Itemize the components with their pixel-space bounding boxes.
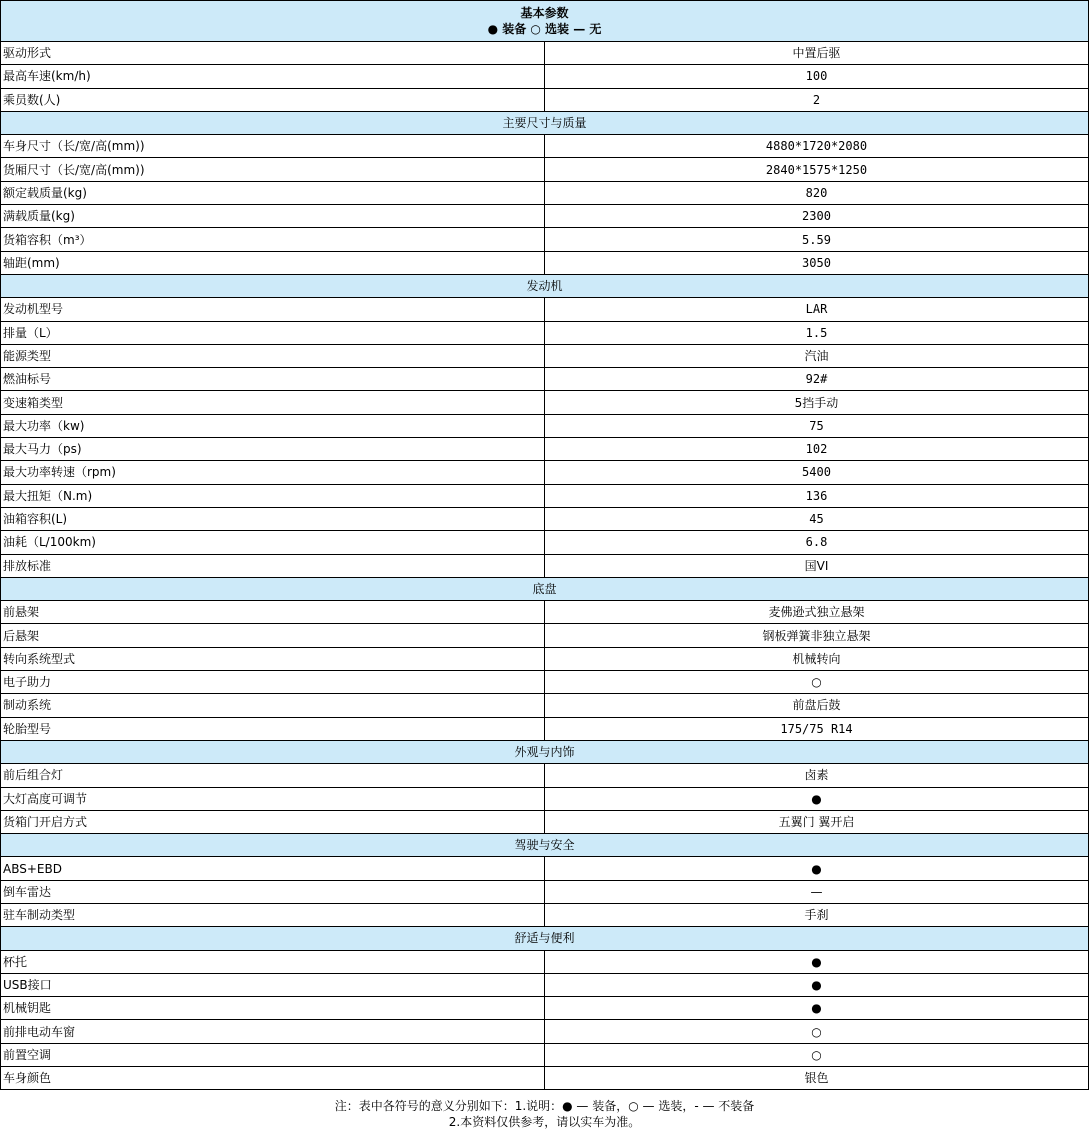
spec-value: ● xyxy=(545,997,1089,1020)
table-row xyxy=(1,1020,1089,1043)
table-row xyxy=(1,624,1089,647)
spec-label: 最大扭矩（N.m) xyxy=(1,484,545,507)
spec-value: ○ xyxy=(545,671,1089,694)
table-row xyxy=(1,717,1089,740)
footnote-line-2: 2.本资料仅供参考，请以实车为准。 xyxy=(448,1115,641,1129)
table-title-row xyxy=(1,1,1089,42)
table-row xyxy=(1,647,1089,670)
table-row xyxy=(1,1067,1089,1090)
table-row xyxy=(1,344,1089,367)
section-title: 发动机 xyxy=(1,274,1089,297)
spec-label: 驱动形式 xyxy=(1,42,545,65)
spec-label: 前后组合灯 xyxy=(1,764,545,787)
spec-value: 银色 xyxy=(545,1067,1089,1090)
footnote-line-1: 注：表中各符号的意义分别如下：1.说明：● — 装备，○ — 选装，- — 不装备 xyxy=(334,1099,755,1113)
spec-label: 转向系统型式 xyxy=(1,647,545,670)
spec-value: 5挡手动 xyxy=(545,391,1089,414)
spec-value: 102 xyxy=(545,438,1089,461)
spec-value: 820 xyxy=(545,181,1089,204)
spec-label: USB接口 xyxy=(1,973,545,996)
table-row xyxy=(1,42,1089,65)
table-row xyxy=(1,694,1089,717)
spec-value: 五翼门 翼开启 xyxy=(545,810,1089,833)
spec-value: 麦佛逊式独立悬架 xyxy=(545,601,1089,624)
section-title: 舒适与便利 xyxy=(1,927,1089,950)
section-header-row xyxy=(1,927,1089,950)
section-title: 外观与内饰 xyxy=(1,740,1089,763)
spec-label: 额定载质量(kg) xyxy=(1,181,545,204)
spec-label: 油箱容积(L) xyxy=(1,507,545,530)
table-row xyxy=(1,601,1089,624)
spec-value: 卤素 xyxy=(545,764,1089,787)
table-row xyxy=(1,205,1089,228)
spec-value: 92# xyxy=(545,368,1089,391)
section-header-row xyxy=(1,274,1089,297)
spec-value: ● xyxy=(545,857,1089,880)
table-row xyxy=(1,298,1089,321)
spec-label: 电子助力 xyxy=(1,671,545,694)
spec-value: 3050 xyxy=(545,251,1089,274)
table-row xyxy=(1,950,1089,973)
section-title: 底盘 xyxy=(1,577,1089,600)
spec-value: 2300 xyxy=(545,205,1089,228)
spec-value: 75 xyxy=(545,414,1089,437)
table-row xyxy=(1,973,1089,996)
spec-label: 最大马力（ps) xyxy=(1,438,545,461)
table-row xyxy=(1,414,1089,437)
table-row xyxy=(1,857,1089,880)
spec-label: 前置空调 xyxy=(1,1043,545,1066)
spec-value: 手刹 xyxy=(545,903,1089,926)
spec-label: 车身颜色 xyxy=(1,1067,545,1090)
spec-value: ● xyxy=(545,973,1089,996)
spec-value: 2840*1575*1250 xyxy=(545,158,1089,181)
spec-label: 轮胎型号 xyxy=(1,717,545,740)
table-row xyxy=(1,764,1089,787)
table-row xyxy=(1,554,1089,577)
table-row xyxy=(1,321,1089,344)
spec-label: 最高车速(km/h) xyxy=(1,65,545,88)
table-row xyxy=(1,368,1089,391)
spec-label: 制动系统 xyxy=(1,694,545,717)
spec-label: 货箱门开启方式 xyxy=(1,810,545,833)
table-title: 基本参数 xyxy=(520,6,569,20)
section-header-row xyxy=(1,740,1089,763)
table-row xyxy=(1,391,1089,414)
spec-label: 满载质量(kg) xyxy=(1,205,545,228)
table-row xyxy=(1,461,1089,484)
spec-label: 乘员数(人) xyxy=(1,88,545,111)
spec-value: 1.5 xyxy=(545,321,1089,344)
footnote xyxy=(0,1098,1089,1130)
spec-value: ○ xyxy=(545,1020,1089,1043)
section-header-row xyxy=(1,834,1089,857)
spec-label: 油耗（L/100km) xyxy=(1,531,545,554)
spec-value: 5.59 xyxy=(545,228,1089,251)
section-title: 驾驶与安全 xyxy=(1,834,1089,857)
table-row xyxy=(1,1043,1089,1066)
table-row xyxy=(1,903,1089,926)
spec-value: 6.8 xyxy=(545,531,1089,554)
spec-value: 汽油 xyxy=(545,344,1089,367)
spec-label: 能源类型 xyxy=(1,344,545,367)
spec-label: 前悬架 xyxy=(1,601,545,624)
spec-label: 后悬架 xyxy=(1,624,545,647)
spec-value: 5400 xyxy=(545,461,1089,484)
spec-label: ABS+EBD xyxy=(1,857,545,880)
spec-value: 175/75 R14 xyxy=(545,717,1089,740)
table-row xyxy=(1,997,1089,1020)
table-row xyxy=(1,438,1089,461)
spec-label: 发动机型号 xyxy=(1,298,545,321)
symbol-legend: ● 装备 ○ 选装 — 无 xyxy=(487,22,602,36)
spec-label: 货箱容积（m³） xyxy=(1,228,545,251)
spec-value: — xyxy=(545,880,1089,903)
section-header-row xyxy=(1,577,1089,600)
section-header-row xyxy=(1,111,1089,134)
spec-label: 燃油标号 xyxy=(1,368,545,391)
spec-label: 排量（L） xyxy=(1,321,545,344)
spec-label: 货厢尺寸（长/宽/高(mm)) xyxy=(1,158,545,181)
spec-label: 前排电动车窗 xyxy=(1,1020,545,1043)
spec-label: 大灯高度可调节 xyxy=(1,787,545,810)
spec-label: 杯托 xyxy=(1,950,545,973)
spec-value: 4880*1720*2080 xyxy=(545,135,1089,158)
table-row xyxy=(1,531,1089,554)
table-row xyxy=(1,787,1089,810)
table-row xyxy=(1,671,1089,694)
spec-label: 最大功率（kw) xyxy=(1,414,545,437)
spec-label: 倒车雷达 xyxy=(1,880,545,903)
spec-label: 机械钥匙 xyxy=(1,997,545,1020)
table-row xyxy=(1,65,1089,88)
table-row xyxy=(1,158,1089,181)
spec-table-body xyxy=(1,1,1089,1090)
spec-label: 驻车制动类型 xyxy=(1,903,545,926)
spec-value: 45 xyxy=(545,507,1089,530)
spec-label: 车身尺寸（长/宽/高(mm)) xyxy=(1,135,545,158)
spec-value: ○ xyxy=(545,1043,1089,1066)
spec-label: 轴距(mm) xyxy=(1,251,545,274)
table-row xyxy=(1,88,1089,111)
spec-value: 100 xyxy=(545,65,1089,88)
spec-value: 136 xyxy=(545,484,1089,507)
table-row xyxy=(1,251,1089,274)
spec-value: 钢板弹簧非独立悬架 xyxy=(545,624,1089,647)
table-row xyxy=(1,484,1089,507)
table-row xyxy=(1,507,1089,530)
spec-value: 国VI xyxy=(545,554,1089,577)
table-row xyxy=(1,181,1089,204)
spec-value: 中置后驱 xyxy=(545,42,1089,65)
spec-value: 机械转向 xyxy=(545,647,1089,670)
spec-value: 前盘后鼓 xyxy=(545,694,1089,717)
spec-value: ● xyxy=(545,787,1089,810)
spec-label: 变速箱类型 xyxy=(1,391,545,414)
spec-value: ● xyxy=(545,950,1089,973)
table-row xyxy=(1,228,1089,251)
table-row xyxy=(1,135,1089,158)
spec-value: 2 xyxy=(545,88,1089,111)
spec-label: 最大功率转速（rpm) xyxy=(1,461,545,484)
spec-label: 排放标准 xyxy=(1,554,545,577)
spec-value: LAR xyxy=(545,298,1089,321)
table-row xyxy=(1,810,1089,833)
table-row xyxy=(1,880,1089,903)
section-title: 主要尺寸与质量 xyxy=(1,111,1089,134)
table-title-cell xyxy=(1,1,1089,42)
